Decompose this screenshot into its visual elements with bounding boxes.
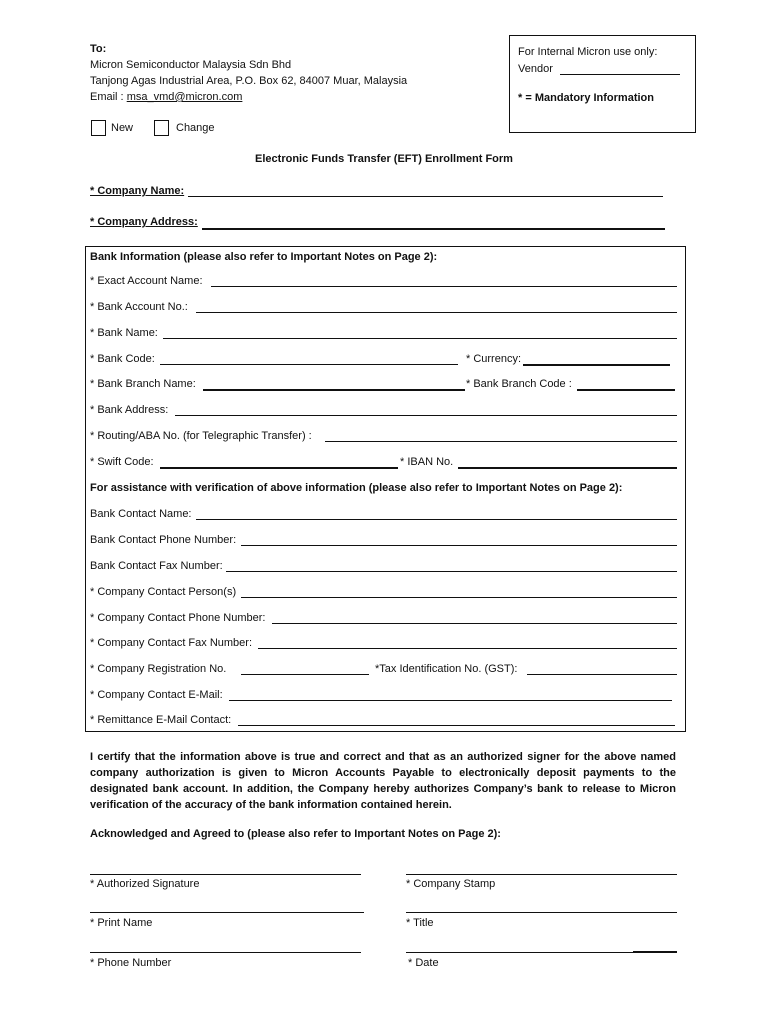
bank-code-label: * Bank Code: — [90, 353, 155, 365]
acknowledged-text: Acknowledged and Agreed to (please also refer to Important Notes on Page 2): — [90, 828, 501, 840]
bank-name-field[interactable] — [163, 338, 677, 339]
company-contact-person-field[interactable] — [241, 597, 677, 598]
recipient-email-line — [90, 91, 242, 104]
company-contact-person-label: * Company Contact Person(s) — [90, 586, 237, 598]
bank-contact-phone-field[interactable] — [241, 545, 677, 546]
exact-account-name-label: * Exact Account Name: — [90, 275, 203, 287]
bank-branch-code-label: * Bank Branch Code : — [466, 378, 572, 390]
company-address-label: * Company Address: — [90, 216, 198, 228]
print-name-line[interactable] — [90, 912, 364, 913]
company-stamp-label: * Company Stamp — [406, 878, 496, 890]
currency-label: * Currency: — [466, 353, 522, 365]
iban-label: * IBAN No. — [400, 456, 454, 468]
company-address-field[interactable] — [202, 228, 665, 230]
bank-branch-code-field[interactable] — [577, 389, 675, 391]
email-link[interactable]: msa_vmd@micron.com — [126, 91, 243, 103]
currency-field[interactable] — [523, 364, 670, 366]
phone-number-line[interactable] — [90, 952, 361, 953]
phone-number-label: * Phone Number — [90, 957, 172, 969]
bank-address-field[interactable] — [175, 415, 677, 416]
bank-account-no-field[interactable] — [196, 312, 677, 313]
change-label: Change — [176, 122, 215, 134]
recipient-address: Tanjong Agas Industrial Area, P.O. Box 62, 84007 Muar, Malaysia — [90, 75, 408, 87]
tax-id-field[interactable] — [527, 674, 677, 675]
exact-account-name-field[interactable] — [211, 286, 677, 287]
bank-contact-fax-label: Bank Contact Fax Number: — [90, 560, 223, 572]
company-registration-field[interactable] — [241, 674, 369, 675]
certification-text: I certify that the information above is true and correct and that as an authorized signer for the above named company authorization is given to Micron Accounts Payable to electronically deposit payments to the designated bank account. In addition, the Company hereby authorizes Company’s bank to release to Micron verification of the accuracy of the bank information contained herein. — [90, 751, 676, 811]
swift-code-field[interactable] — [160, 467, 398, 469]
bank-address-label: * Bank Address: — [90, 404, 169, 416]
assistance-heading: For assistance with verification of above information (please also refer to Important Notes on Page 2): — [90, 482, 623, 494]
bank-branch-name-label: * Bank Branch Name: — [90, 378, 196, 390]
recipient-company: Micron Semiconductor Malaysia Sdn Bhd — [90, 59, 292, 71]
company-contact-phone-label: * Company Contact Phone Number: — [90, 612, 266, 624]
company-stamp-line[interactable] — [406, 874, 677, 875]
routing-aba-label: * Routing/ABA No. (for Telegraphic Transfer) : — [90, 430, 312, 442]
swift-code-label: * Swift Code: — [90, 456, 154, 468]
company-name-label: * Company Name: — [90, 185, 185, 197]
routing-aba-field[interactable] — [325, 441, 677, 442]
company-contact-phone-field[interactable] — [272, 623, 677, 624]
company-contact-email-label: * Company Contact E-Mail: — [90, 689, 223, 701]
date-label: * Date — [408, 957, 439, 969]
tax-id-label: *Tax Identification No. (GST): — [375, 663, 518, 675]
email-label: Email : — [90, 91, 127, 103]
company-contact-fax-label: * Company Contact Fax Number: — [90, 637, 253, 649]
bank-branch-name-field[interactable] — [203, 389, 465, 391]
form-title: Electronic Funds Transfer (EFT) Enrollment Form — [255, 153, 513, 165]
internal-use-label: For Internal Micron use only: — [518, 46, 658, 58]
bank-section-heading: Bank Information (please also refer to Important Notes on Page 2): — [90, 251, 438, 263]
company-name-field[interactable] — [188, 196, 663, 197]
date-line-accent — [633, 951, 677, 953]
to-label: To: — [90, 43, 107, 55]
remittance-email-label: * Remittance E-Mail Contact: — [90, 714, 232, 726]
title-line[interactable] — [406, 912, 677, 913]
new-checkbox[interactable] — [91, 120, 106, 136]
bank-contact-fax-field[interactable] — [226, 571, 677, 572]
bank-account-no-label: * Bank Account No.: — [90, 301, 188, 313]
vendor-field[interactable] — [560, 74, 680, 75]
company-registration-label: * Company Registration No. — [90, 663, 227, 675]
bank-contact-name-label: Bank Contact Name: — [90, 508, 192, 520]
authorized-signature-line[interactable] — [90, 874, 361, 875]
vendor-label: Vendor — [518, 63, 553, 75]
authorized-signature-label: * Authorized Signature — [90, 878, 200, 890]
iban-field[interactable] — [458, 467, 677, 469]
company-contact-email-field[interactable] — [229, 700, 672, 701]
company-contact-fax-field[interactable] — [258, 648, 677, 649]
bank-contact-name-field[interactable] — [196, 519, 677, 520]
title-label: * Title — [406, 917, 434, 929]
remittance-email-field[interactable] — [238, 725, 675, 726]
mandatory-note: * = Mandatory Information — [518, 92, 654, 104]
bank-contact-phone-label: Bank Contact Phone Number: — [90, 534, 237, 546]
print-name-label: * Print Name — [90, 917, 153, 929]
bank-code-field[interactable] — [160, 364, 458, 365]
new-label: New — [111, 122, 134, 134]
bank-name-label: * Bank Name: — [90, 327, 158, 339]
change-checkbox[interactable] — [154, 120, 169, 136]
